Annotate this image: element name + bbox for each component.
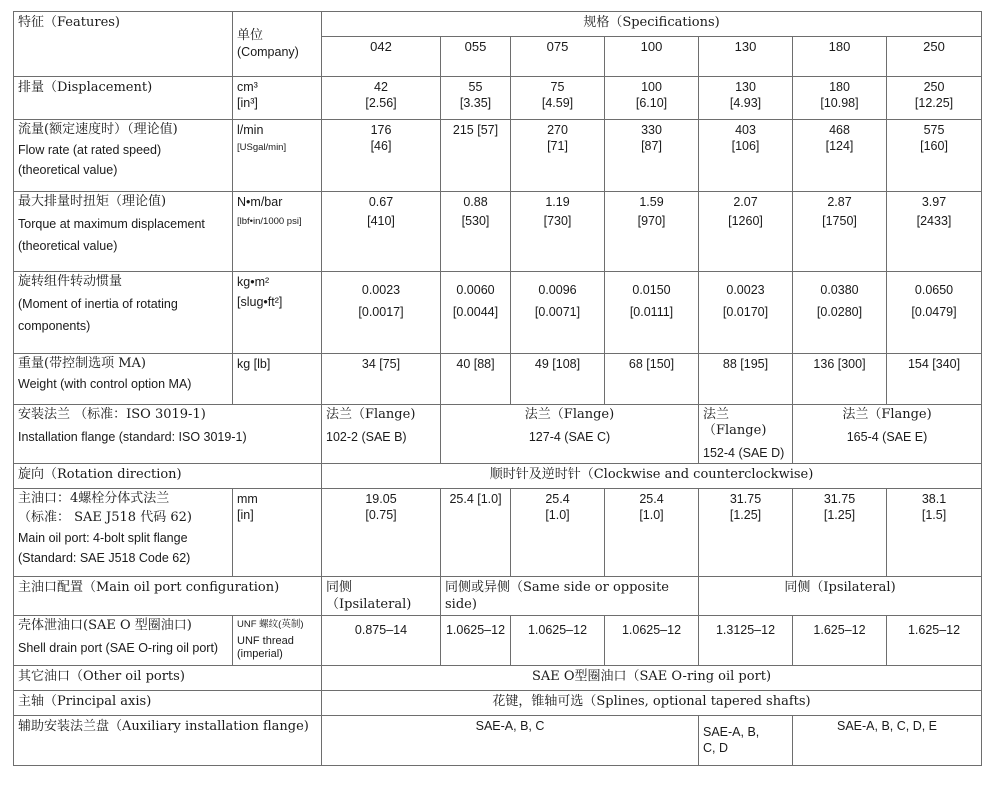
value-cell: 468 [124] bbox=[793, 120, 887, 192]
value-cell: 34 [75] bbox=[322, 354, 441, 405]
flange-group-042: 法兰（Flange) 102-2 (SAE B) bbox=[322, 405, 441, 464]
aux-flange-180-250: SAE-A, B, C, D, E bbox=[793, 716, 982, 766]
value-cell: 19.05 [0.75] bbox=[322, 489, 441, 577]
feature-rotation-direction: 旋向（Rotation direction) bbox=[14, 464, 322, 489]
feature-principal-axis: 主轴（Principal axis) bbox=[14, 691, 322, 716]
feature-displacement: 排量（Displacement) bbox=[14, 77, 233, 120]
value-cell: 25.4 [1.0] bbox=[605, 489, 699, 577]
feature-flow-rate: 流量(额定速度时）（理论值) Flow rate (at rated speed) (theoretical value) bbox=[14, 120, 233, 192]
value-cell: 68 [150] bbox=[605, 354, 699, 405]
value-cell: 0.0096 [0.0071] bbox=[511, 272, 605, 354]
port-config-130-250: 同侧（Ipsilateral) bbox=[699, 577, 982, 616]
row-weight bbox=[14, 354, 982, 405]
unit-shell-drain-port: UNF 螺纹(英制) UNF thread (imperial) bbox=[233, 616, 322, 666]
value-cell: 0.0380 [0.0280] bbox=[793, 272, 887, 354]
flange-group-130: 法兰（Flange) 152-4 (SAE D) bbox=[699, 405, 793, 464]
aux-flange-042-100: SAE-A, B, C bbox=[322, 716, 699, 766]
value-cell: 75 [4.59] bbox=[511, 77, 605, 120]
row-displacement bbox=[14, 77, 982, 120]
feature-main-oil-port: 主油口：4螺栓分体式法兰 （标准： SAE J518 代码 62) Main oil port: 4-bolt split flange (Standard: SAE J518 Code 62) bbox=[14, 489, 233, 577]
value-cell: 1.3125–12 bbox=[699, 616, 793, 666]
unit-main-oil-port: mm [in] bbox=[233, 489, 322, 577]
value-cell: 38.1 [1.5] bbox=[887, 489, 982, 577]
size-100-header: 100 bbox=[605, 37, 699, 77]
value-cell: 3.97 [2433] bbox=[887, 192, 982, 272]
flange-group-055-100: 法兰（Flange) 127-4 (SAE C) bbox=[441, 405, 699, 464]
feature-moment-of-inertia: 旋转组件转动惯量 (Moment of inertia of rotating components) bbox=[14, 272, 233, 354]
specification-table bbox=[13, 11, 982, 766]
unit-moment-of-inertia: kg•m² [slug•ft²] bbox=[233, 272, 322, 354]
value-cell: 2.07 [1260] bbox=[699, 192, 793, 272]
value-cell: 31.75 [1.25] bbox=[793, 489, 887, 577]
specifications-header: 规格（Specifications) bbox=[322, 12, 982, 37]
row-flow-rate bbox=[14, 120, 982, 192]
value-cell: 154 [340] bbox=[887, 354, 982, 405]
aux-flange-130: SAE-A, B, C, D bbox=[699, 716, 793, 766]
value-cell: 40 [88] bbox=[441, 354, 511, 405]
row-torque bbox=[14, 192, 982, 272]
top-edge-strip bbox=[232, 0, 992, 8]
unit-weight: kg [lb] bbox=[233, 354, 322, 405]
value-cell: 0.0150 [0.0111] bbox=[605, 272, 699, 354]
rotation-value: 顺时针及逆时针（Clockwise and counterclockwise) bbox=[322, 464, 982, 489]
row-main-oil-port bbox=[14, 489, 982, 577]
value-cell: 403 [106] bbox=[699, 120, 793, 192]
value-cell: 0.0060 [0.0044] bbox=[441, 272, 511, 354]
port-config-042: 同侧（Ipsilateral) bbox=[322, 577, 441, 616]
unit-header: 单位 (Company) bbox=[233, 12, 322, 77]
unit-torque: N•m/bar [lbf•in/1000 psi] bbox=[233, 192, 322, 272]
port-config-055-100: 同侧或异侧（Same side or opposite side) bbox=[441, 577, 699, 616]
unit-displacement: cm³ [in³] bbox=[233, 77, 322, 120]
value-cell: 0.0023 [0.0170] bbox=[699, 272, 793, 354]
size-075-header: 075 bbox=[511, 37, 605, 77]
feature-torque: 最大排量时扭矩（理论值) Torque at maximum displacement (theoretical value) bbox=[14, 192, 233, 272]
feature-installation-flange: 安装法兰 （标准：ISO 3019-1) Installation flange (standard: ISO 3019-1) bbox=[14, 405, 322, 464]
row-installation-flange bbox=[14, 405, 982, 464]
header-row-top bbox=[14, 12, 982, 37]
value-cell: 0.88 [530] bbox=[441, 192, 511, 272]
value-cell: 1.0625–12 bbox=[441, 616, 511, 666]
value-cell: 575 [160] bbox=[887, 120, 982, 192]
features-header: 特征（Features) bbox=[14, 12, 233, 77]
value-cell: 1.0625–12 bbox=[511, 616, 605, 666]
unit-flow-rate: l/min [USgal/min] bbox=[233, 120, 322, 192]
value-cell: 1.59 [970] bbox=[605, 192, 699, 272]
value-cell: 270 [71] bbox=[511, 120, 605, 192]
feature-auxiliary-flange: 辅助安装法兰盘（Auxiliary installation flange) bbox=[14, 716, 322, 766]
feature-port-configuration: 主油口配置（Main oil port configuration) bbox=[14, 577, 322, 616]
value-cell: 25.4 [1.0] bbox=[511, 489, 605, 577]
feature-shell-drain-port: 壳体泄油口(SAE O 型圈油口) Shell drain port (SAE O-ring oil port) bbox=[14, 616, 233, 666]
row-moment-of-inertia bbox=[14, 272, 982, 354]
other-oil-ports-value: SAE O型圈油口（SAE O-ring oil port) bbox=[322, 666, 982, 691]
size-055-header: 055 bbox=[441, 37, 511, 77]
value-cell: 88 [195] bbox=[699, 354, 793, 405]
row-main-oil-port-configuration bbox=[14, 577, 982, 616]
size-042-header: 042 bbox=[322, 37, 441, 77]
value-cell: 1.0625–12 bbox=[605, 616, 699, 666]
row-shell-drain-port bbox=[14, 616, 982, 666]
size-250-header: 250 bbox=[887, 37, 982, 77]
value-cell: 0.67 [410] bbox=[322, 192, 441, 272]
value-cell: 31.75 [1.25] bbox=[699, 489, 793, 577]
value-cell: 1.625–12 bbox=[887, 616, 982, 666]
value-cell: 250 [12.25] bbox=[887, 77, 982, 120]
feature-other-oil-ports: 其它油口（Other oil ports) bbox=[14, 666, 322, 691]
value-cell: 100 [6.10] bbox=[605, 77, 699, 120]
value-cell: 136 [300] bbox=[793, 354, 887, 405]
row-rotation-direction bbox=[14, 464, 982, 489]
value-cell: 215 [57] bbox=[441, 120, 511, 192]
value-cell: 176 [46] bbox=[322, 120, 441, 192]
value-cell: 0.0023 [0.0017] bbox=[322, 272, 441, 354]
value-cell: 330 [87] bbox=[605, 120, 699, 192]
row-auxiliary-installation-flange bbox=[14, 716, 982, 766]
value-cell: 0.0650 [0.0479] bbox=[887, 272, 982, 354]
value-cell: 180 [10.98] bbox=[793, 77, 887, 120]
value-cell: 0.875–14 bbox=[322, 616, 441, 666]
value-cell: 2.87 [1750] bbox=[793, 192, 887, 272]
value-cell: 130 [4.93] bbox=[699, 77, 793, 120]
value-cell: 25.4 [1.0] bbox=[441, 489, 511, 577]
value-cell: 1.625–12 bbox=[793, 616, 887, 666]
size-130-header: 130 bbox=[699, 37, 793, 77]
principal-axis-value: 花键，锥轴可选（Splines, optional tapered shafts) bbox=[322, 691, 982, 716]
value-cell: 49 [108] bbox=[511, 354, 605, 405]
value-cell: 55 [3.35] bbox=[441, 77, 511, 120]
feature-weight: 重量(带控制选项 MA) Weight (with control option MA) bbox=[14, 354, 233, 405]
row-other-oil-ports bbox=[14, 666, 982, 691]
row-principal-axis bbox=[14, 691, 982, 716]
flange-group-180-250: 法兰（Flange) 165-4 (SAE E) bbox=[793, 405, 982, 464]
value-cell: 1.19 [730] bbox=[511, 192, 605, 272]
size-180-header: 180 bbox=[793, 37, 887, 77]
value-cell: 42 [2.56] bbox=[322, 77, 441, 120]
